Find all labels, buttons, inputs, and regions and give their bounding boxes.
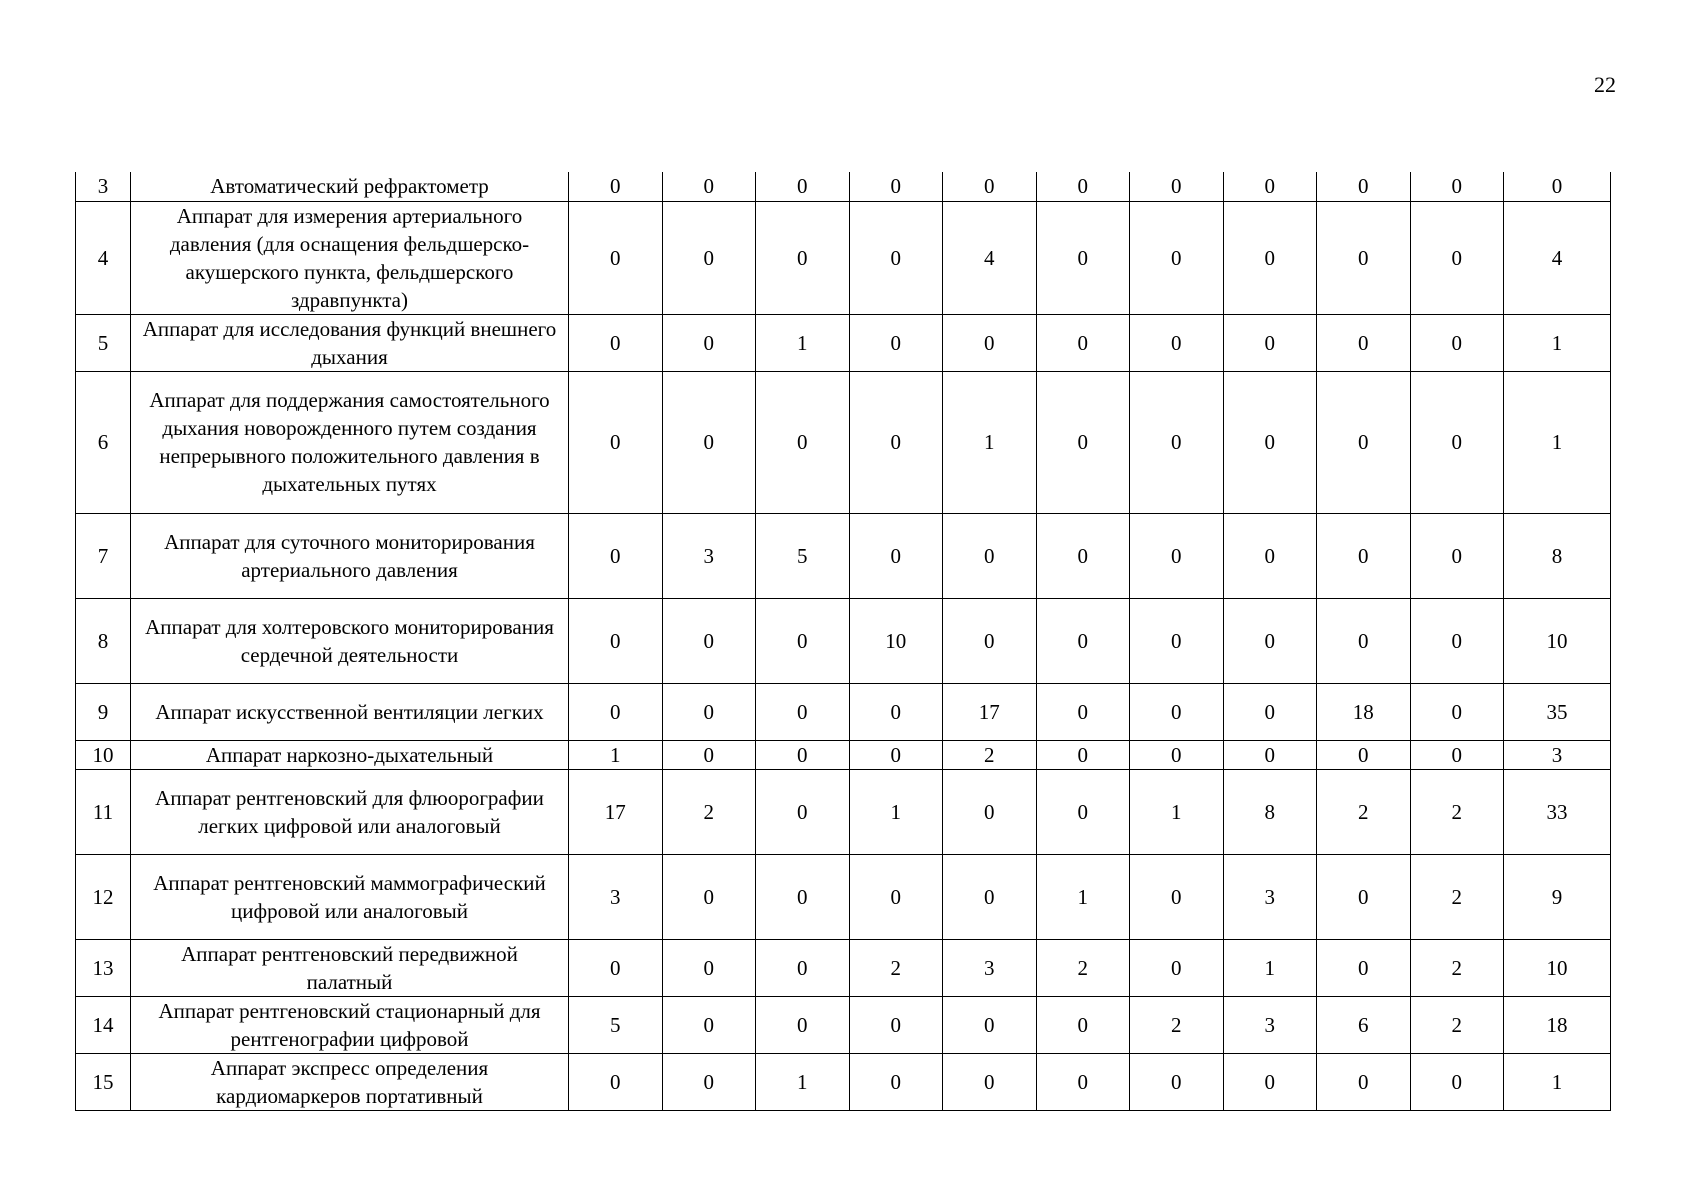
value-cell: 1	[756, 314, 850, 371]
equipment-name: Аппарат рентгеновский стационарный для рентгенографии цифровой	[131, 996, 569, 1053]
value-cell: 1	[1130, 769, 1224, 854]
value-cell: 0	[1410, 683, 1504, 740]
value-cell: 0	[1130, 854, 1224, 939]
value-cell: 0	[1317, 314, 1411, 371]
equipment-name: Аппарат рентгеновский для флюорографии легких цифровой или аналоговый	[131, 769, 569, 854]
value-cell: 0	[849, 513, 943, 598]
value-cell: 5	[756, 513, 850, 598]
value-cell: 3	[569, 854, 663, 939]
value-cell: 2	[1317, 769, 1411, 854]
equipment-name: Аппарат рентгеновский передвижной палатный	[131, 939, 569, 996]
row-number: 12	[76, 854, 131, 939]
equipment-name: Аппарат для поддержания самостоятельного дыхания новорожденного путем создания непрерывного положительного давления в дыхательных путях	[131, 371, 569, 513]
row-number: 10	[76, 740, 131, 769]
value-cell: 0	[1317, 371, 1411, 513]
equipment-table	[75, 172, 1611, 1111]
value-cell: 0	[1317, 201, 1411, 314]
value-cell: 2	[849, 939, 943, 996]
value-cell: 0	[1130, 314, 1224, 371]
value-cell: 0	[849, 996, 943, 1053]
value-cell: 3	[662, 513, 756, 598]
value-cell: 5	[569, 996, 663, 1053]
row-number: 13	[76, 939, 131, 996]
value-cell: 0	[1130, 201, 1224, 314]
value-cell: 6	[1317, 996, 1411, 1053]
value-cell: 1	[1036, 854, 1130, 939]
value-cell: 0	[569, 172, 663, 201]
value-cell: 0	[849, 683, 943, 740]
row-number: 5	[76, 314, 131, 371]
value-cell: 0	[662, 996, 756, 1053]
value-cell: 0	[756, 939, 850, 996]
total-cell: 0	[1504, 172, 1611, 201]
value-cell: 0	[943, 854, 1037, 939]
total-cell: 8	[1504, 513, 1611, 598]
value-cell: 0	[569, 314, 663, 371]
value-cell: 0	[569, 201, 663, 314]
value-cell: 0	[1317, 513, 1411, 598]
table-row	[76, 939, 1611, 996]
table-row	[76, 740, 1611, 769]
value-cell: 0	[849, 371, 943, 513]
equipment-name: Аппарат наркозно-дыхательный	[131, 740, 569, 769]
value-cell: 0	[1317, 939, 1411, 996]
value-cell: 0	[1036, 172, 1130, 201]
value-cell: 18	[1317, 683, 1411, 740]
value-cell: 0	[662, 854, 756, 939]
value-cell: 2	[1130, 996, 1224, 1053]
value-cell: 0	[1130, 939, 1224, 996]
value-cell: 0	[849, 854, 943, 939]
value-cell: 0	[1410, 1053, 1504, 1110]
value-cell: 0	[662, 314, 756, 371]
value-cell: 0	[756, 201, 850, 314]
value-cell: 0	[1410, 172, 1504, 201]
value-cell: 0	[662, 201, 756, 314]
value-cell: 1	[943, 371, 1037, 513]
value-cell: 3	[1223, 996, 1317, 1053]
total-cell: 3	[1504, 740, 1611, 769]
value-cell: 0	[662, 371, 756, 513]
value-cell: 2	[1410, 996, 1504, 1053]
value-cell: 0	[943, 598, 1037, 683]
equipment-name: Аппарат экспресс определения кардиомаркеров портативный	[131, 1053, 569, 1110]
value-cell: 0	[1036, 683, 1130, 740]
value-cell: 0	[756, 740, 850, 769]
value-cell: 0	[1223, 683, 1317, 740]
table-row	[76, 371, 1611, 513]
value-cell: 0	[662, 598, 756, 683]
value-cell: 2	[943, 740, 1037, 769]
value-cell: 0	[1317, 598, 1411, 683]
equipment-name: Аппарат рентгеновский маммографический цифровой или аналоговый	[131, 854, 569, 939]
value-cell: 0	[1130, 740, 1224, 769]
value-cell: 0	[756, 172, 850, 201]
value-cell: 10	[849, 598, 943, 683]
value-cell: 0	[1130, 172, 1224, 201]
value-cell: 0	[943, 996, 1037, 1053]
equipment-name: Аппарат для измерения артериального давления (для оснащения фельдшерско-акушерского пункта, фельдшерского здравпункта)	[131, 201, 569, 314]
value-cell: 0	[1036, 513, 1130, 598]
value-cell: 0	[1036, 769, 1130, 854]
row-number: 3	[76, 172, 131, 201]
value-cell: 0	[569, 371, 663, 513]
value-cell: 0	[1036, 201, 1130, 314]
value-cell: 17	[569, 769, 663, 854]
value-cell: 0	[1130, 513, 1224, 598]
table-row	[76, 996, 1611, 1053]
value-cell: 0	[756, 598, 850, 683]
value-cell: 3	[943, 939, 1037, 996]
value-cell: 0	[569, 598, 663, 683]
value-cell: 0	[849, 740, 943, 769]
value-cell: 0	[569, 513, 663, 598]
value-cell: 0	[662, 939, 756, 996]
value-cell: 0	[1223, 1053, 1317, 1110]
value-cell: 0	[1223, 201, 1317, 314]
value-cell: 1	[756, 1053, 850, 1110]
row-number: 9	[76, 683, 131, 740]
value-cell: 0	[943, 1053, 1037, 1110]
value-cell: 0	[756, 996, 850, 1053]
value-cell: 0	[1130, 683, 1224, 740]
value-cell: 0	[1036, 996, 1130, 1053]
value-cell: 0	[1223, 314, 1317, 371]
value-cell: 0	[1410, 371, 1504, 513]
value-cell: 0	[1410, 598, 1504, 683]
value-cell: 0	[1223, 598, 1317, 683]
table-row	[76, 172, 1611, 201]
value-cell: 0	[569, 1053, 663, 1110]
value-cell: 0	[1317, 1053, 1411, 1110]
table-row	[76, 769, 1611, 854]
equipment-name: Аппарат для исследования функций внешнего дыхания	[131, 314, 569, 371]
table-body	[76, 172, 1611, 1110]
value-cell: 0	[1130, 598, 1224, 683]
value-cell: 2	[1410, 939, 1504, 996]
value-cell: 2	[1410, 854, 1504, 939]
total-cell: 1	[1504, 371, 1611, 513]
value-cell: 0	[849, 1053, 943, 1110]
row-number: 8	[76, 598, 131, 683]
page-number: 22	[1594, 72, 1616, 97]
value-cell: 0	[943, 513, 1037, 598]
value-cell: 17	[943, 683, 1037, 740]
total-cell: 10	[1504, 598, 1611, 683]
value-cell: 0	[1223, 172, 1317, 201]
value-cell: 0	[1036, 371, 1130, 513]
value-cell: 0	[1410, 201, 1504, 314]
total-cell: 18	[1504, 996, 1611, 1053]
value-cell: 0	[662, 172, 756, 201]
total-cell: 1	[1504, 1053, 1611, 1110]
row-number: 15	[76, 1053, 131, 1110]
total-cell: 4	[1504, 201, 1611, 314]
equipment-name: Аппарат искусственной вентиляции легких	[131, 683, 569, 740]
table-row	[76, 201, 1611, 314]
value-cell: 0	[849, 314, 943, 371]
value-cell: 8	[1223, 769, 1317, 854]
value-cell: 0	[756, 854, 850, 939]
value-cell: 0	[943, 769, 1037, 854]
total-cell: 35	[1504, 683, 1611, 740]
equipment-name: Аппарат для суточного мониторирования артериального давления	[131, 513, 569, 598]
table-row	[76, 314, 1611, 371]
value-cell: 0	[1036, 740, 1130, 769]
total-cell: 9	[1504, 854, 1611, 939]
value-cell: 0	[1036, 314, 1130, 371]
table-row	[76, 1053, 1611, 1110]
value-cell: 0	[1410, 740, 1504, 769]
value-cell: 0	[662, 740, 756, 769]
row-number: 14	[76, 996, 131, 1053]
value-cell: 0	[569, 683, 663, 740]
value-cell: 2	[662, 769, 756, 854]
value-cell: 1	[849, 769, 943, 854]
value-cell: 0	[1130, 1053, 1224, 1110]
value-cell: 0	[849, 172, 943, 201]
value-cell: 0	[569, 939, 663, 996]
row-number: 4	[76, 201, 131, 314]
value-cell: 0	[756, 683, 850, 740]
table-row	[76, 513, 1611, 598]
value-cell: 0	[1223, 371, 1317, 513]
value-cell: 1	[569, 740, 663, 769]
value-cell: 0	[1223, 513, 1317, 598]
equipment-name: Аппарат для холтеровского мониторирования сердечной деятельности	[131, 598, 569, 683]
value-cell: 0	[1317, 854, 1411, 939]
row-number: 6	[76, 371, 131, 513]
value-cell: 0	[943, 314, 1037, 371]
value-cell: 0	[1223, 740, 1317, 769]
value-cell: 0	[1130, 371, 1224, 513]
table-row	[76, 854, 1611, 939]
value-cell: 3	[1223, 854, 1317, 939]
value-cell: 0	[1410, 314, 1504, 371]
value-cell: 2	[1410, 769, 1504, 854]
equipment-name: Автоматический рефрактометр	[131, 172, 569, 201]
value-cell: 0	[756, 371, 850, 513]
value-cell: 0	[662, 1053, 756, 1110]
table-row	[76, 683, 1611, 740]
value-cell: 0	[1317, 740, 1411, 769]
value-cell: 0	[1036, 1053, 1130, 1110]
value-cell: 0	[662, 683, 756, 740]
value-cell: 2	[1036, 939, 1130, 996]
total-cell: 33	[1504, 769, 1611, 854]
row-number: 11	[76, 769, 131, 854]
value-cell: 0	[943, 172, 1037, 201]
value-cell: 0	[756, 769, 850, 854]
table-row	[76, 598, 1611, 683]
value-cell: 0	[849, 201, 943, 314]
value-cell: 0	[1317, 172, 1411, 201]
total-cell: 10	[1504, 939, 1611, 996]
value-cell: 1	[1223, 939, 1317, 996]
value-cell: 4	[943, 201, 1037, 314]
row-number: 7	[76, 513, 131, 598]
value-cell: 0	[1410, 513, 1504, 598]
value-cell: 0	[1036, 598, 1130, 683]
total-cell: 1	[1504, 314, 1611, 371]
